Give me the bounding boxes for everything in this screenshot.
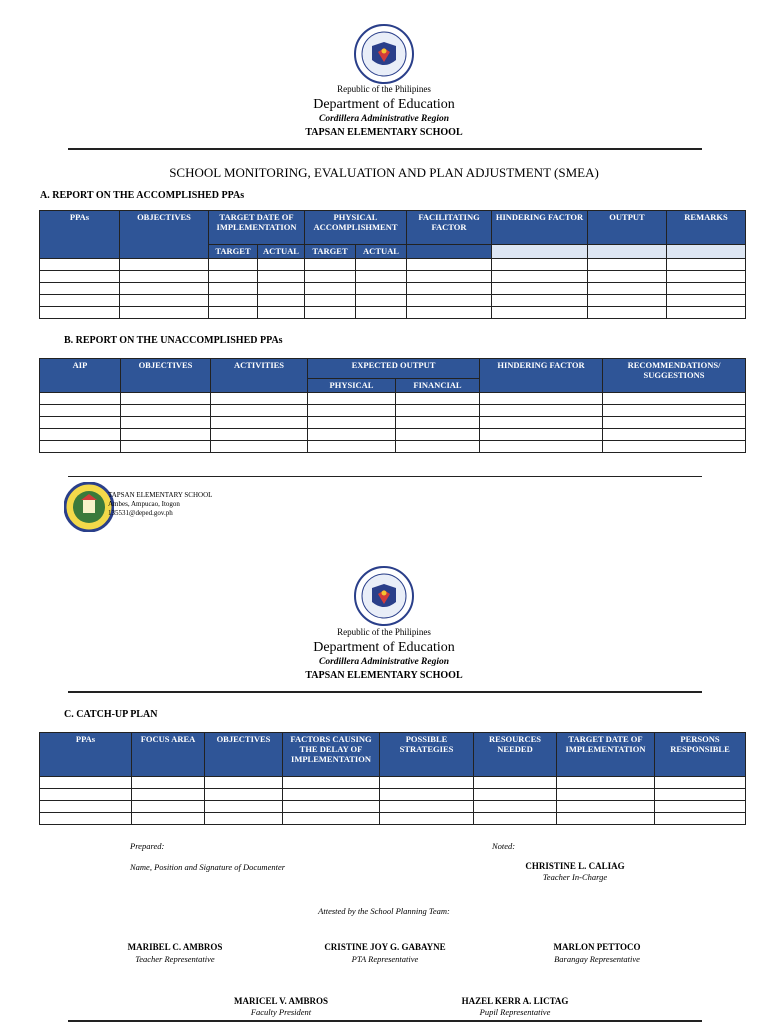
col-aip: AIP [40, 359, 121, 393]
school-seal-logo [64, 482, 114, 532]
republic-text: Republic of the Philipines [337, 627, 431, 637]
table-row [40, 259, 746, 271]
noted-name: CHRISTINE L. CALIAG [525, 861, 625, 871]
header-divider [68, 691, 702, 693]
subcol-blank [588, 245, 667, 259]
document-title: SCHOOL MONITORING, EVALUATION AND PLAN ADJUSTMENT (SMEA) [169, 165, 599, 180]
col-factors-causing-delay: FACTORS CAUSING THE DELAY OF IMPLEMENTATION [283, 733, 380, 777]
table-row [40, 405, 746, 417]
header-divider [68, 148, 702, 150]
signatory-role: Barangay Representative [554, 954, 640, 964]
attested-text: Attested by the School Planning Team: [318, 906, 450, 916]
col-objectives: OBJECTIVES [121, 359, 211, 393]
subcol-actual: ACTUAL [356, 245, 407, 259]
subcol-target: TARGET [209, 245, 258, 259]
noted-label: Noted: [492, 841, 516, 851]
col-possible-strategies: POSSIBLE STRATEGIES [380, 733, 474, 777]
col-persons-responsible: PERSONS RESPONSIBLE [655, 733, 746, 777]
col-ppas: PPAs [40, 733, 132, 777]
signatory-name: MARIBEL C. AMBROS [127, 942, 223, 952]
signatory-role: PTA Representative [351, 954, 419, 964]
subcol-financial: FINANCIAL [396, 379, 480, 393]
footer-divider [68, 476, 702, 477]
region-text: Cordillera Administrative Region [318, 114, 450, 124]
table-row [40, 307, 746, 319]
signatory-role: Pupil Representative [479, 1007, 551, 1017]
signatory-name: MARICEL V. AMBROS [234, 996, 328, 1006]
col-activities: ACTIVITIES [211, 359, 308, 393]
col-hindering-factor: HINDERING FACTOR [480, 359, 603, 393]
table-row [40, 393, 746, 405]
col-facilitating-factor: FACILITATING FACTOR [407, 211, 492, 245]
department-text: Department of Education [313, 640, 455, 655]
subcol-blank [667, 245, 746, 259]
table-row [40, 295, 746, 307]
table-row [40, 789, 746, 801]
signatory-name: CRISTINE JOY G. GABAYNE [324, 942, 446, 952]
subcol-actual: ACTUAL [258, 245, 305, 259]
col-hindering-factor: HINDERING FACTOR [492, 211, 588, 245]
department-text: Department of Education [313, 97, 455, 112]
region-text: Cordillera Administrative Region [318, 657, 450, 667]
footer-contact [108, 491, 258, 518]
col-recommendations: RECOMMENDATIONS/ SUGGESTIONS [603, 359, 746, 393]
subcol-blank [407, 245, 492, 259]
table-row [40, 777, 746, 789]
republic-text: Republic of the Philipines [337, 84, 431, 94]
table-row [40, 441, 746, 453]
col-expected-output: EXPECTED OUTPUT [308, 359, 480, 379]
prepared-description: Name, Position and Signature of Documenter [130, 862, 286, 872]
table-row [40, 813, 746, 825]
unaccomplished-ppas-table [39, 358, 746, 453]
prepared-label: Prepared: [130, 841, 165, 851]
noted-role: Teacher In-Charge [542, 872, 608, 882]
subcol-physical: PHYSICAL [308, 379, 396, 393]
deped-seal-logo [354, 566, 414, 626]
section-a-title: A. REPORT ON THE ACCOMPLISHED PPAs [40, 190, 245, 201]
footer-school: TAPSAN ELEMENTARY SCHOOL [108, 491, 213, 499]
table-row [40, 429, 746, 441]
table-row [40, 271, 746, 283]
catch-up-plan-table [39, 732, 746, 825]
section-b-title: B. REPORT ON THE UNACCOMPLISHED PPAs [64, 335, 283, 346]
footer-email: 135531@deped.gov.ph [108, 509, 173, 517]
school-text: TAPSAN ELEMENTARY SCHOOL [305, 127, 463, 138]
table-row [40, 417, 746, 429]
section-c-title: C. CATCH-UP PLAN [64, 709, 158, 720]
signatory-role: Teacher Representative [135, 954, 215, 964]
bottom-divider [68, 1020, 702, 1022]
col-output: OUTPUT [588, 211, 667, 245]
deped-seal-logo [354, 24, 414, 84]
table-row [40, 283, 746, 295]
signatory-name: HAZEL KERR A. LICTAG [461, 996, 569, 1006]
col-target-date: TARGET DATE OF IMPLEMENTATION [209, 211, 305, 245]
col-objectives: OBJECTIVES [205, 733, 283, 777]
school-text: TAPSAN ELEMENTARY SCHOOL [305, 670, 463, 681]
col-physical-accomplishment: PHYSICAL ACCOMPLISHMENT [305, 211, 407, 245]
col-objectives: OBJECTIVES [120, 211, 209, 259]
col-remarks: REMARKS [667, 211, 746, 245]
table-row [40, 801, 746, 813]
subcol-blank [492, 245, 588, 259]
footer-address: Ambes, Ampucao, Itogon [108, 500, 180, 508]
col-resources-needed: RESOURCES NEEDED [474, 733, 557, 777]
signatory-role: Faculty President [250, 1007, 312, 1017]
subcol-target: TARGET [305, 245, 356, 259]
col-ppas: PPAs [40, 211, 120, 259]
col-focus-area: FOCUS AREA [132, 733, 205, 777]
signatory-name: MARLON PETTOCO [553, 942, 641, 952]
accomplished-ppas-table [39, 210, 746, 319]
col-target-date: TARGET DATE OF IMPLEMENTATION [557, 733, 655, 777]
